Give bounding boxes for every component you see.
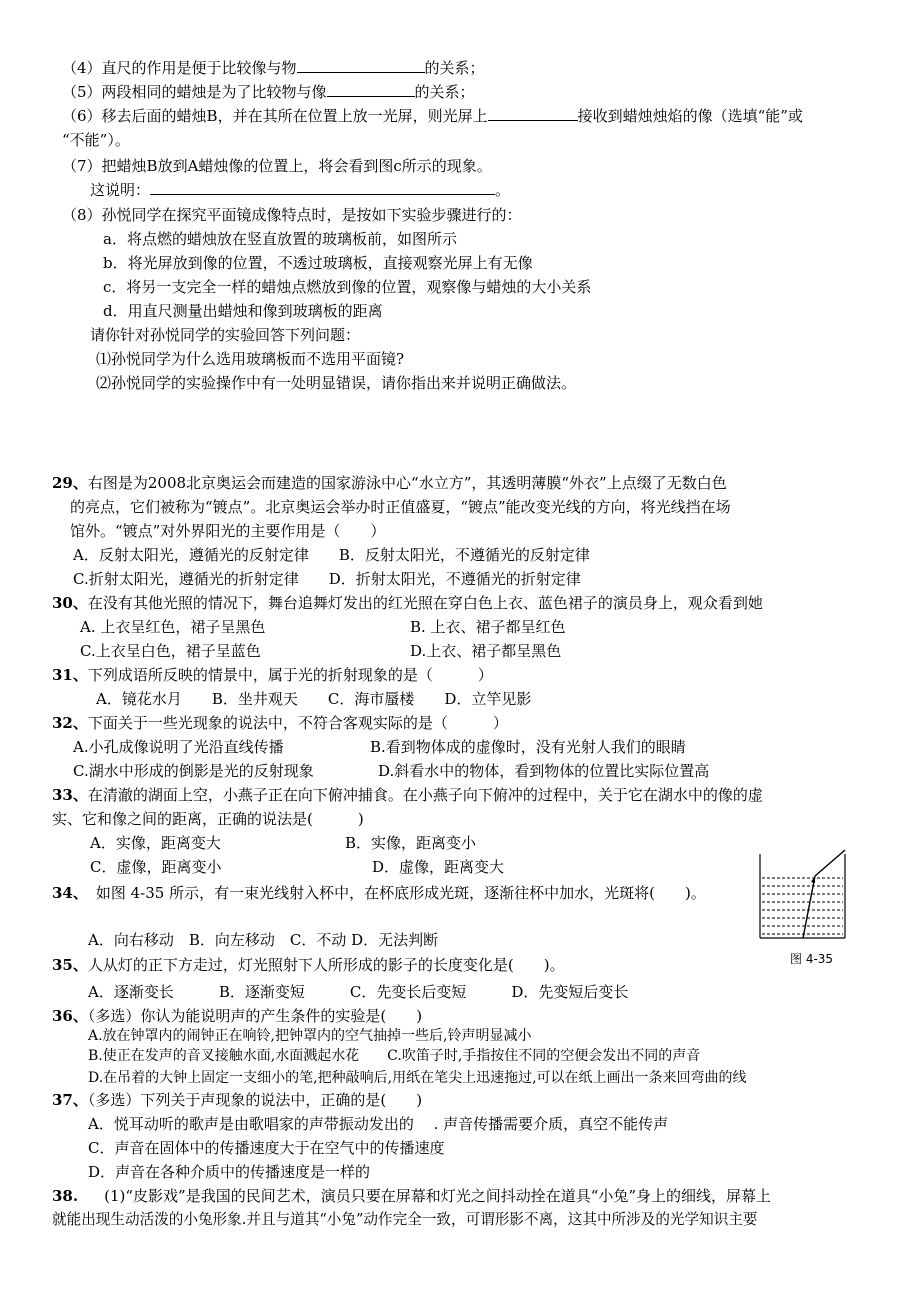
q28-step-a: a．将点燃的蜡烛放在竖直放置的玻璃板前，如图所示 — [103, 230, 457, 248]
q28-item6-tail: 接收到蜡烛烛焰的像（选填“能”或 — [577, 107, 803, 125]
q38-line2: 就能出现生动活泼的小兔形象.并且与道其“小兔”动作完全一致，可谓形影不离，这其中所涉及的光学知识主要 — [52, 1211, 758, 1228]
q31-options: A．镜花水月 B．坐井观天 C．海市蜃楼 D．立竿见影 — [96, 690, 532, 708]
q28-item7-label: 这说明： — [90, 181, 151, 199]
q28-item7: （7）把蜡烛B放到A蜡烛像的位置上，将会看到图c所示的现象。 — [62, 157, 492, 175]
q28-item6-text: （6）移去后面的蜡烛B，并在其所在位置上放一光屏，则光屏上 — [62, 107, 488, 125]
q33-option-d: D．虚像，距离变大 — [372, 858, 505, 876]
q30-option-c: C.上衣呈白色，裙子呈蓝色 — [80, 642, 261, 660]
q28-item6 — [62, 106, 803, 126]
q29-number: 29、 — [52, 474, 88, 492]
q29-line1 — [52, 473, 727, 493]
q34-number: 34、 — [52, 884, 88, 902]
q30-line1 — [52, 593, 763, 613]
q33-option-c: C．虚像，距离变小 — [90, 858, 222, 876]
q30-stem: 在没有其他光照的情况下，舞台追舞灯发出的红光照在穿白色上衣、蓝色裙子的演员身上，观众看到她 — [87, 594, 763, 612]
figure-caption: 图 4-35 — [790, 952, 834, 966]
q32-option-d: D.斜看水中的物体，看到物体的位置比实际位置高 — [378, 762, 710, 780]
q33-line2: 实、它和像之间的距离，正确的说法是( ) — [52, 810, 364, 828]
q28-item5-blank[interactable] — [327, 82, 415, 97]
q36-stem: （多选）你认为能说明声的产生条件的实验是( ) — [87, 1007, 423, 1025]
q29-options-ab: A．反射太阳光，遵循光的反射定律 B．反射太阳光，不遵循光的反射定律 — [73, 546, 590, 564]
refracted-ray — [803, 876, 815, 938]
q37-option-c: C．声音在固体中的传播速度大于在空气中的传播速度 — [88, 1139, 445, 1157]
q37-stem: （多选）下列关于声现象的说法中，正确的是( ) — [87, 1091, 423, 1109]
q35-options: A．逐渐变长 B．逐渐变短 C．先变长后变短 D．先变短后变长 — [88, 983, 629, 1001]
q38-stem: (1)“皮影戏”是我国的民间艺术，演员只要在屏幕和灯光之间抖动拴在道具“小兔”身上的细线，屏幕上 — [104, 1187, 772, 1205]
cup-light-figure — [755, 848, 850, 963]
q36-option-d: D.在吊着的大钟上固定一支细小的笔,把种敲响后,用纸在笔尖上迅速拖过,可以在纸上画出一条来回弯曲的线 — [88, 1070, 747, 1086]
q37-option-d: D．声音在各种介质中的传播速度是一样的 — [88, 1163, 371, 1181]
q29-options-cd: C.折射太阳光，遵循光的折射定律 D．折射太阳光，不遵循光的折射定律 — [73, 570, 581, 588]
q38-line1 — [52, 1186, 771, 1206]
q36-number: 36、 — [52, 1007, 88, 1025]
q34-options: A．向右移动 B．向左移动 C．不动 D．无法判断 — [88, 931, 439, 949]
q29-stem: 右图是为2008北京奥运会而建造的国家游泳中心“水立方”，其透明薄膜“外衣”上点缀了无数白色 — [87, 474, 727, 492]
q30-option-d: D.上衣、裙子都呈黑色 — [410, 642, 562, 660]
q30-number: 30、 — [52, 594, 88, 612]
q34-line1 — [52, 883, 706, 903]
q28-item4-tail: 的关系； — [424, 59, 485, 77]
q28-item7-explain — [90, 180, 510, 200]
q33-line1 — [52, 785, 763, 805]
q29-line3: 馆外。“镀点”对外界阳光的主要作用是（ ） — [70, 522, 386, 540]
q32-line1 — [52, 713, 508, 733]
q35-line1 — [52, 955, 565, 975]
q32-option-a: A.小孔成像说明了光沿直线传播 — [73, 738, 284, 756]
q31-line1 — [52, 665, 493, 685]
q28-item4-text: （4）直尺的作用是便于比较像与物 — [62, 59, 297, 77]
q37-line1 — [52, 1090, 422, 1110]
q33-stem: 在清澈的湖面上空，小燕子正在向下俯冲捕食。在小燕子向下俯冲的过程中，关于它在湖水中的像的虚 — [87, 786, 763, 804]
q30-option-b: B. 上衣、裙子都呈红色 — [410, 618, 566, 636]
q28-item4 — [62, 58, 485, 78]
q30-option-a: A. 上衣呈红色，裙子呈黑色 — [80, 618, 266, 636]
q28-item5-tail: 的关系； — [414, 83, 475, 101]
q28-ask: 请你针对孙悦同学的实验回答下列问题： — [90, 326, 361, 344]
q28-step-b: b．将光屏放到像的位置，不透过玻璃板，直接观察光屏上有无像 — [103, 254, 533, 272]
q35-number: 35、 — [52, 956, 88, 974]
q36-line1 — [52, 1006, 422, 1026]
q28-item8: （8）孙悦同学在探究平面镜成像特点时，是按如下实验步骤进行的： — [62, 206, 522, 224]
q28-item5 — [62, 82, 475, 102]
q36-option-a: A.放在钟罩内的闹钟正在响铃,把钟罩内的空气抽掉一些后,铃声明显减小 — [88, 1028, 532, 1044]
q31-stem: 下列成语所反映的情景中，属于光的折射现象的是（ ） — [87, 666, 493, 684]
q33-option-b: B．实像，距离变小 — [345, 834, 477, 852]
q28-item4-blank[interactable] — [297, 58, 425, 73]
q37-number: 37、 — [52, 1091, 88, 1109]
q37-options-ab: A．悦耳动听的歌声是由歌唱家的声带振动发出的 . 声音传播需要介质，真空不能传声 — [88, 1115, 669, 1133]
incident-ray — [815, 850, 845, 876]
q28-item7-tail: 。 — [495, 181, 511, 199]
q32-option-c: C.湖水中形成的倒影是光的反射现象 — [73, 762, 314, 780]
q28-step-c: c．将另一支完全一样的蜡烛点燃放到像的位置，观察像与蜡烛的大小关系 — [103, 278, 592, 296]
q28-item5-text: （5）两段相同的蜡烛是为了比较物与像 — [62, 83, 327, 101]
q28-item7-blank[interactable] — [150, 180, 495, 195]
q33-number: 33、 — [52, 786, 88, 804]
q38-number: 38. — [52, 1187, 79, 1205]
q32-stem: 下面关于一些光现象的说法中，不符合客观实际的是（ ） — [87, 714, 508, 732]
q28-item6-cont: “不能”）。 — [62, 131, 130, 149]
q29-line2: 的亮点，它们被称为“镀点”。北京奥运会举办时正值盛夏，“镀点”能改变光线的方向，将光线挡在场 — [70, 498, 731, 516]
q36-options-bc: B.使正在发声的音叉接触水面,水面溅起水花 C.吹笛子时,手指按住不同的空便会发出不同的声音 — [88, 1048, 701, 1064]
q34-stem: 如图 4-35 所示，有一束光线射入杯中，在杯底形成光斑，逐渐往杯中加水，光斑将( )。 — [95, 884, 706, 902]
q32-number: 32、 — [52, 714, 88, 732]
q33-option-a: A．实像，距离变大 — [90, 834, 221, 852]
q28-ask-1: ⑴孙悦同学为什么选用玻璃板而不选用平面镜? — [96, 350, 405, 368]
q28-step-d: d．用直尺测量出蜡烛和像到玻璃板的距离 — [103, 302, 383, 320]
q35-stem: 人从灯的正下方走过，灯光照射下人所形成的影子的长度变化是( )。 — [87, 956, 565, 974]
q31-number: 31、 — [52, 666, 88, 684]
q28-item6-blank[interactable] — [488, 106, 578, 121]
q28-ask-2: ⑵孙悦同学的实验操作中有一处明显错误，请你指出来并说明正确做法。 — [96, 374, 577, 392]
q32-option-b: B.看到物体成的虚像时，没有光射人我们的眼睛 — [370, 738, 686, 756]
